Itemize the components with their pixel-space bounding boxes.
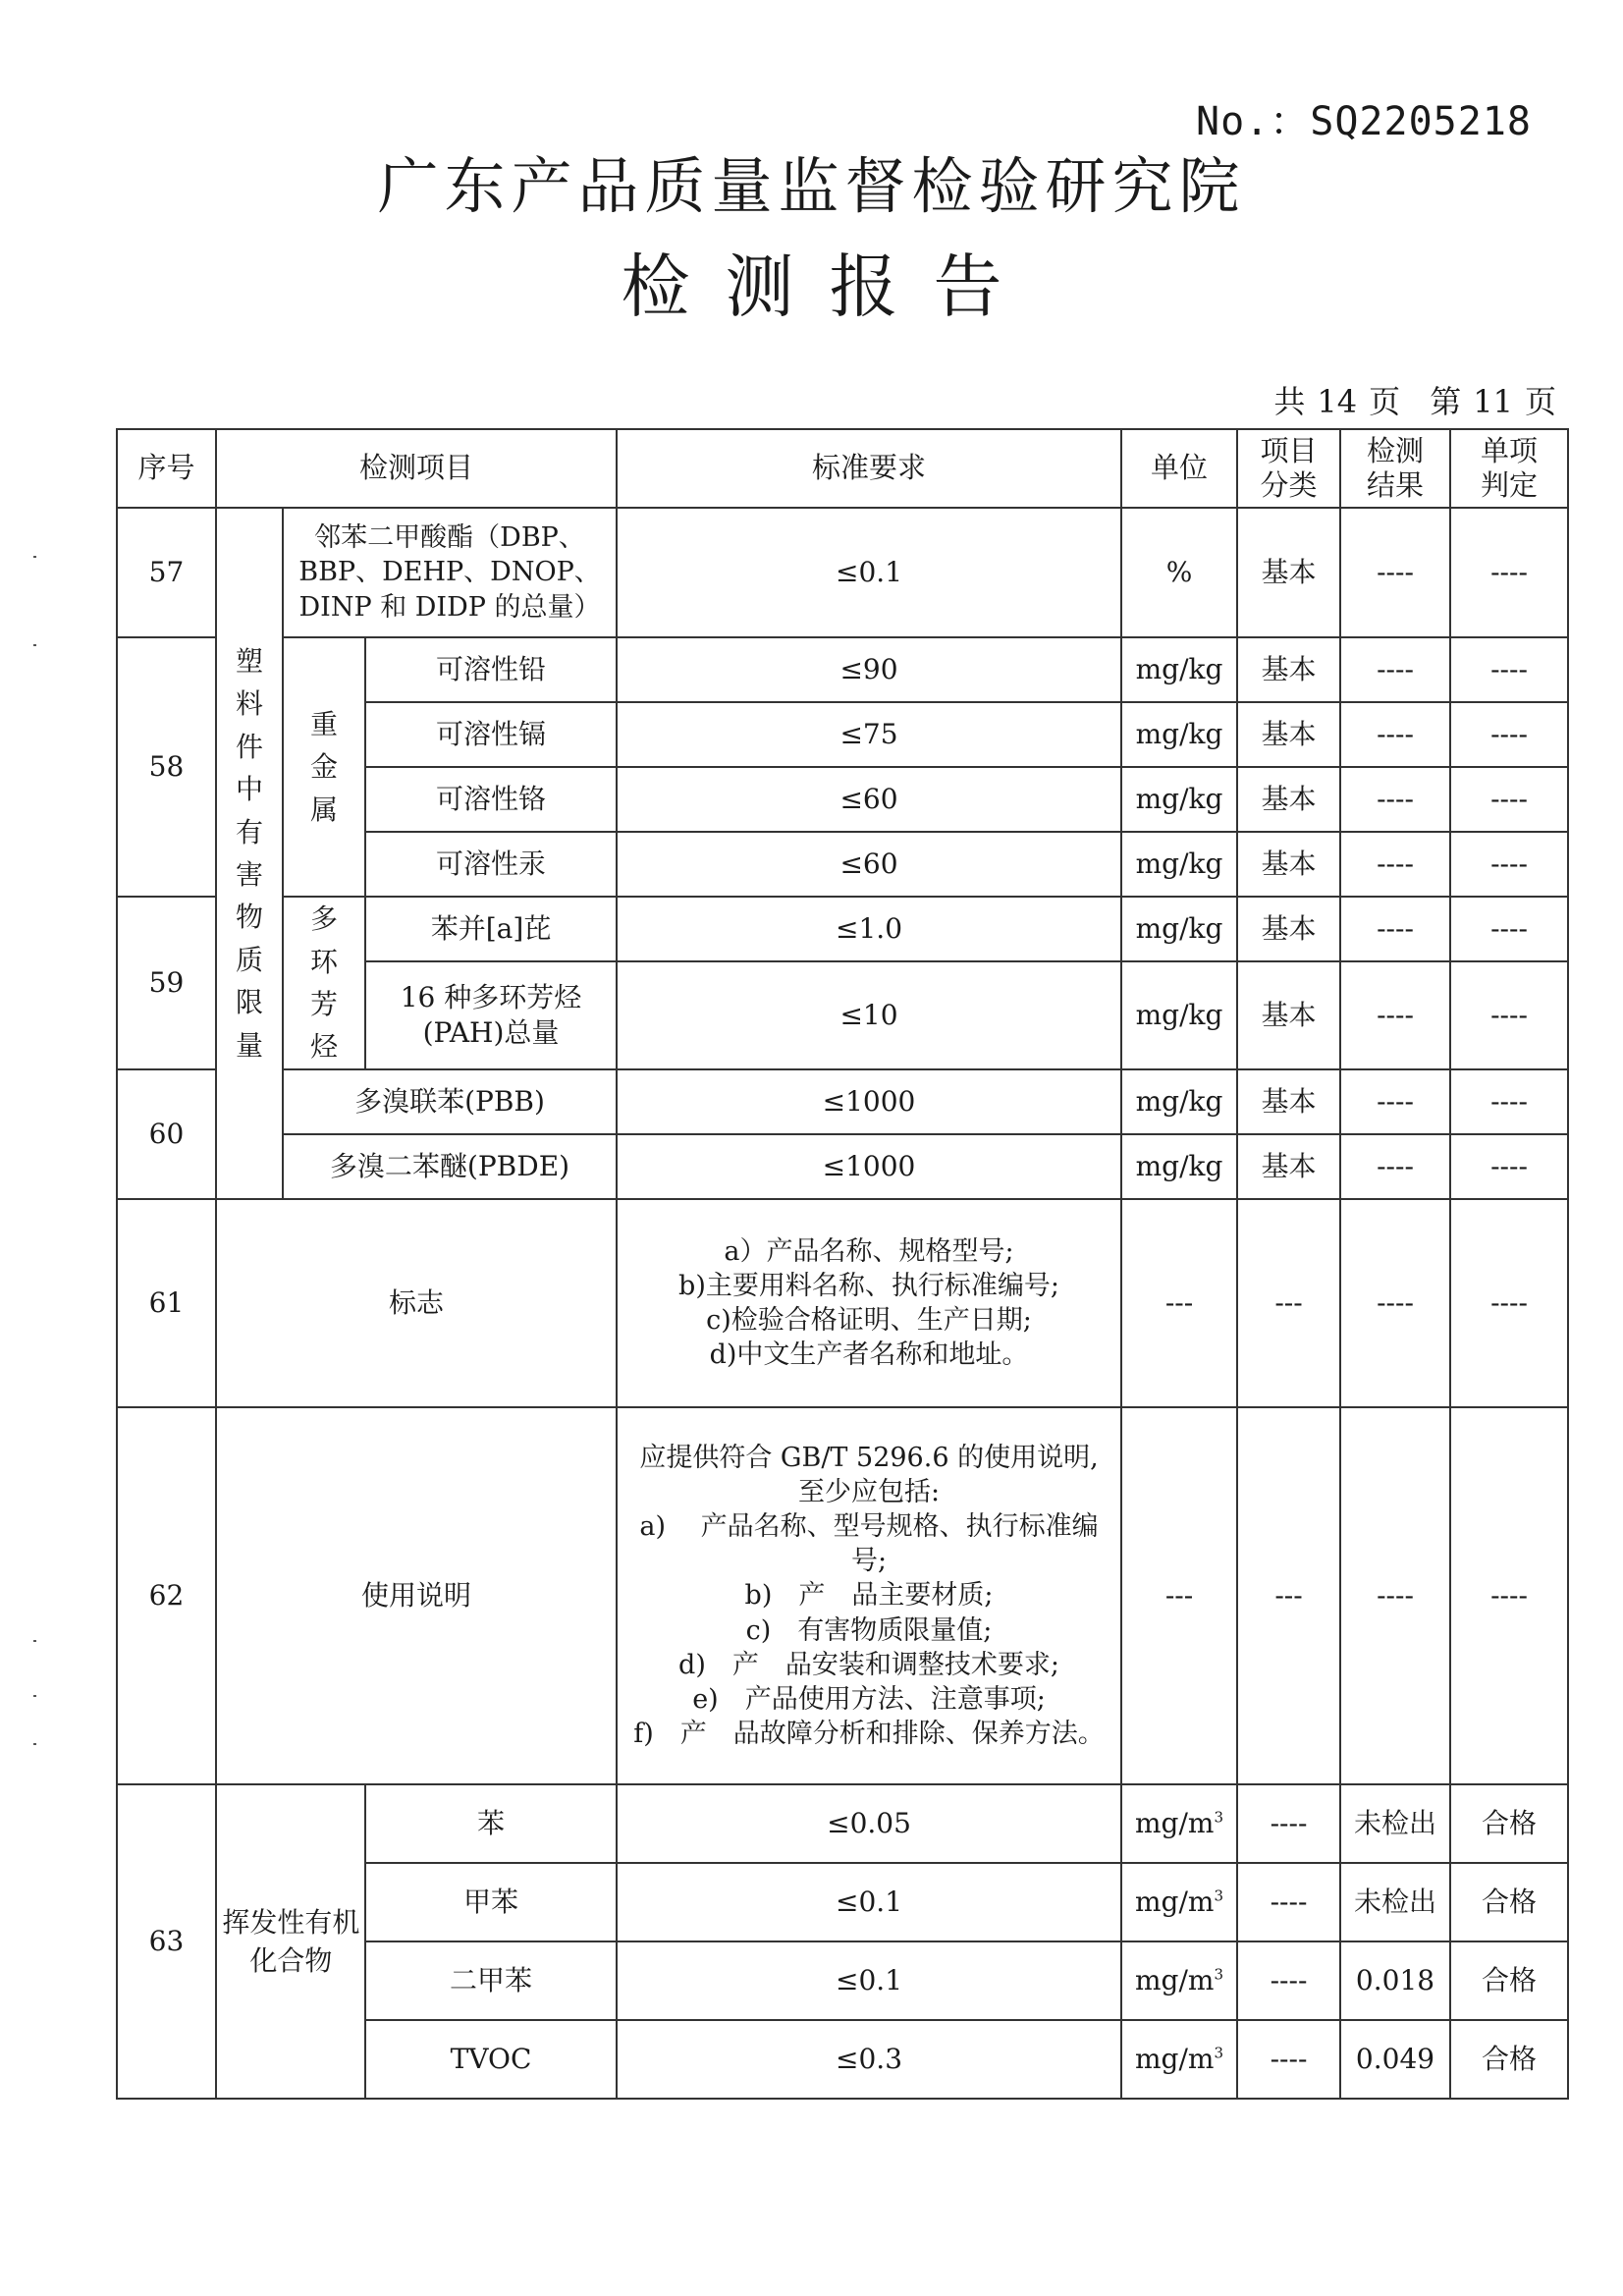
row-verdict: ---- <box>1450 1407 1568 1784</box>
requirement-line: e) 产品使用方法、注意事项; <box>692 1683 1046 1715</box>
row-result: ---- <box>1340 508 1450 637</box>
row-unit <box>1121 2020 1237 2099</box>
unit-text: mg/m <box>1135 1963 1215 1996</box>
row-verdict: ---- <box>1450 767 1568 832</box>
row-unit <box>1121 1784 1237 1863</box>
row-result: 0.049 <box>1340 2020 1450 2099</box>
group-heavy-metal <box>283 637 365 897</box>
row-item: 可溶性镉 <box>365 702 617 767</box>
row-category: ---- <box>1237 2020 1340 2099</box>
row-no: 58 <box>117 637 216 897</box>
group-voc-label: 挥发性有机化合物 <box>222 1905 360 1977</box>
row-item: 标志 <box>216 1199 617 1407</box>
table-row <box>117 1784 1568 1863</box>
table-row <box>117 1069 1568 1134</box>
page-current-prefix: 第 <box>1430 383 1462 420</box>
group-heavy-metal-label: 重金属 <box>310 707 339 826</box>
table-header-row <box>117 429 1568 508</box>
row-requirement: ≤1.0 <box>617 897 1121 961</box>
col-header-requirement: 标准要求 <box>617 429 1121 508</box>
requirement-line: 至少应包括: <box>797 1477 941 1508</box>
row-unit: mg/kg <box>1121 702 1237 767</box>
row-item: 甲苯 <box>365 1863 617 1941</box>
row-item-line: (PAH)总量 <box>422 1016 560 1049</box>
row-result: ---- <box>1340 897 1450 961</box>
row-result: 0.018 <box>1340 1941 1450 2020</box>
unit-exponent: 3 <box>1214 1886 1224 1905</box>
row-item: 二甲苯 <box>365 1941 617 2020</box>
report-title: 检测报告 <box>621 246 1038 327</box>
row-verdict: ---- <box>1450 1199 1568 1407</box>
row-unit: --- <box>1121 1199 1237 1407</box>
row-category: 基本 <box>1237 1069 1340 1134</box>
row-verdict: 合格 <box>1450 1863 1568 1941</box>
row-category: --- <box>1237 1407 1340 1784</box>
col-header-unit: 单位 <box>1121 429 1237 508</box>
row-category: 基本 <box>1237 961 1340 1069</box>
row-no: 63 <box>117 1784 216 2099</box>
requirement-line: d) 产 品安装和调整技术要求; <box>678 1649 1059 1680</box>
requirement-line: a) 产品名称、型号规格、执行标准编 <box>639 1511 1099 1543</box>
group-pah-label: 多环芳烃 <box>310 902 339 1064</box>
row-category: 基本 <box>1237 1134 1340 1199</box>
unit-exponent: 3 <box>1214 2044 1224 2062</box>
row-requirement: ≤0.1 <box>617 1941 1121 2020</box>
row-verdict: ---- <box>1450 702 1568 767</box>
row-result: ---- <box>1340 1407 1450 1784</box>
page-current: 11 <box>1473 383 1513 420</box>
unit-exponent: 3 <box>1214 1808 1224 1827</box>
row-verdict: ---- <box>1450 508 1568 637</box>
row-item: 可溶性铅 <box>365 637 617 702</box>
scan-mark <box>33 644 36 646</box>
scan-mark <box>33 1640 36 1642</box>
requirement-line: b) 产 品主要材质; <box>744 1580 994 1612</box>
row-item-line: DINP 和 DIDP 的总量） <box>298 591 601 623</box>
row-unit: mg/kg <box>1121 637 1237 702</box>
row-no: 60 <box>117 1069 216 1199</box>
table-row <box>117 897 1568 961</box>
group-voc <box>216 1784 365 2099</box>
row-unit <box>1121 1863 1237 1941</box>
requirement-line: a）产品名称、规格型号; <box>724 1235 1014 1267</box>
row-category: 基本 <box>1237 897 1340 961</box>
row-requirement <box>617 1407 1121 1784</box>
col-header-result <box>1340 429 1450 508</box>
col-header-verdict <box>1450 429 1568 508</box>
row-verdict: ---- <box>1450 1134 1568 1199</box>
row-requirement: ≤10 <box>617 961 1121 1069</box>
scan-mark <box>33 1743 36 1745</box>
row-requirement: ≤0.3 <box>617 2020 1121 2099</box>
requirement-line: 号; <box>850 1546 888 1577</box>
table-row <box>117 637 1568 702</box>
requirement-line: d)中文生产者名称和地址。 <box>709 1339 1029 1371</box>
row-item: TVOC <box>365 2020 617 2099</box>
row-item <box>283 508 617 637</box>
row-result: ---- <box>1340 637 1450 702</box>
row-unit: mg/kg <box>1121 961 1237 1069</box>
row-requirement: ≤60 <box>617 767 1121 832</box>
row-category: --- <box>1237 1199 1340 1407</box>
requirement-line: b)主要用料名称、执行标准编号; <box>678 1270 1059 1301</box>
row-no: 61 <box>117 1199 216 1407</box>
col-header-no: 序号 <box>117 429 216 508</box>
unit-text: mg/m <box>1135 1885 1215 1918</box>
table-row <box>117 1134 1568 1199</box>
row-no: 62 <box>117 1407 216 1784</box>
row-requirement <box>617 1199 1121 1407</box>
row-requirement: ≤75 <box>617 702 1121 767</box>
scan-mark <box>33 556 36 558</box>
unit-text: mg/m <box>1135 1806 1215 1839</box>
row-unit: % <box>1121 508 1237 637</box>
row-unit: mg/kg <box>1121 897 1237 961</box>
page-total: 14 <box>1317 383 1358 420</box>
page-current-suffix: 页 <box>1524 383 1556 420</box>
unit-exponent: 3 <box>1214 1965 1224 1984</box>
requirement-line: c) 有害物质限量值; <box>745 1614 993 1646</box>
row-item: 多溴二苯醚(PBDE) <box>283 1134 617 1199</box>
row-requirement: ≤0.1 <box>617 508 1121 637</box>
unit-text: mg/m <box>1135 2042 1215 2075</box>
group-plastic <box>216 508 283 1199</box>
institute-name: 广东产品质量监督检验研究院 <box>377 150 1246 222</box>
row-verdict: 合格 <box>1450 1941 1568 2020</box>
row-verdict: ---- <box>1450 897 1568 961</box>
row-requirement: ≤0.05 <box>617 1784 1121 1863</box>
group-pah <box>283 897 365 1069</box>
col-header-category <box>1237 429 1340 508</box>
row-no: 57 <box>117 508 216 637</box>
row-category: 基本 <box>1237 508 1340 637</box>
row-item-line: 邻苯二甲酸酯（DBP、 <box>314 522 585 554</box>
row-result: ---- <box>1340 832 1450 897</box>
row-result: ---- <box>1340 1199 1450 1407</box>
requirement-line: f) 产 品故障分析和排除、保养方法。 <box>633 1718 1105 1749</box>
row-result: ---- <box>1340 1134 1450 1199</box>
row-verdict: ---- <box>1450 637 1568 702</box>
row-category: 基本 <box>1237 637 1340 702</box>
requirement-line: c)检验合格证明、生产日期; <box>706 1305 1032 1336</box>
row-result: ---- <box>1340 702 1450 767</box>
row-unit: mg/kg <box>1121 1134 1237 1199</box>
scan-mark <box>33 1695 36 1697</box>
row-item: 苯并[a]芘 <box>365 897 617 961</box>
row-requirement: ≤90 <box>617 637 1121 702</box>
row-unit: --- <box>1121 1407 1237 1784</box>
row-requirement: ≤1000 <box>617 1134 1121 1199</box>
row-item: 多溴联苯(PBB) <box>283 1069 617 1134</box>
row-category: 基本 <box>1237 767 1340 832</box>
row-item-line: BBP、DEHP、DNOP、 <box>298 557 601 588</box>
table-row <box>117 1407 1568 1784</box>
test-results-table <box>116 428 1569 2100</box>
col-header-result-text: 检测结果 <box>1367 434 1425 502</box>
row-verdict: ---- <box>1450 1069 1568 1134</box>
row-result: ---- <box>1340 961 1450 1069</box>
row-result: 未检出 <box>1340 1784 1450 1863</box>
requirement-line: 应提供符合 GB/T 5296.6 的使用说明, <box>639 1443 1099 1474</box>
row-unit <box>1121 1941 1237 2020</box>
row-requirement: ≤60 <box>617 832 1121 897</box>
row-category: ---- <box>1237 1863 1340 1941</box>
row-requirement: ≤1000 <box>617 1069 1121 1134</box>
report-number: No.：SQ2205218 <box>1196 99 1532 144</box>
row-unit: mg/kg <box>1121 767 1237 832</box>
row-no: 59 <box>117 897 216 1069</box>
row-result: 未检出 <box>1340 1863 1450 1941</box>
row-unit: mg/kg <box>1121 832 1237 897</box>
row-item: 可溶性汞 <box>365 832 617 897</box>
page-info <box>1268 377 1562 422</box>
group-plastic-label: 塑料件中有害物质限量 <box>236 645 264 1062</box>
row-item <box>365 961 617 1069</box>
col-header-category-text: 项目分类 <box>1260 434 1318 502</box>
row-verdict: ---- <box>1450 961 1568 1069</box>
row-category: ---- <box>1237 1941 1340 2020</box>
row-requirement: ≤0.1 <box>617 1863 1121 1941</box>
row-unit: mg/kg <box>1121 1069 1237 1134</box>
row-item: 可溶性铬 <box>365 767 617 832</box>
row-category: ---- <box>1237 1784 1340 1863</box>
row-result: ---- <box>1340 1069 1450 1134</box>
row-item: 使用说明 <box>216 1407 617 1784</box>
table-row <box>117 1199 1568 1407</box>
row-item: 苯 <box>365 1784 617 1863</box>
row-verdict: ---- <box>1450 832 1568 897</box>
page-total-suffix: 页 <box>1369 383 1401 420</box>
table-row <box>117 508 1568 637</box>
row-verdict: 合格 <box>1450 2020 1568 2099</box>
page-total-prefix: 共 <box>1273 383 1306 420</box>
row-category: 基本 <box>1237 702 1340 767</box>
col-header-verdict-text: 单项判定 <box>1481 434 1539 502</box>
row-verdict: 合格 <box>1450 1784 1568 1863</box>
row-result: ---- <box>1340 767 1450 832</box>
row-item-line: 16 种多环芳烃 <box>400 980 582 1013</box>
col-header-item: 检测项目 <box>216 429 617 508</box>
row-category: 基本 <box>1237 832 1340 897</box>
